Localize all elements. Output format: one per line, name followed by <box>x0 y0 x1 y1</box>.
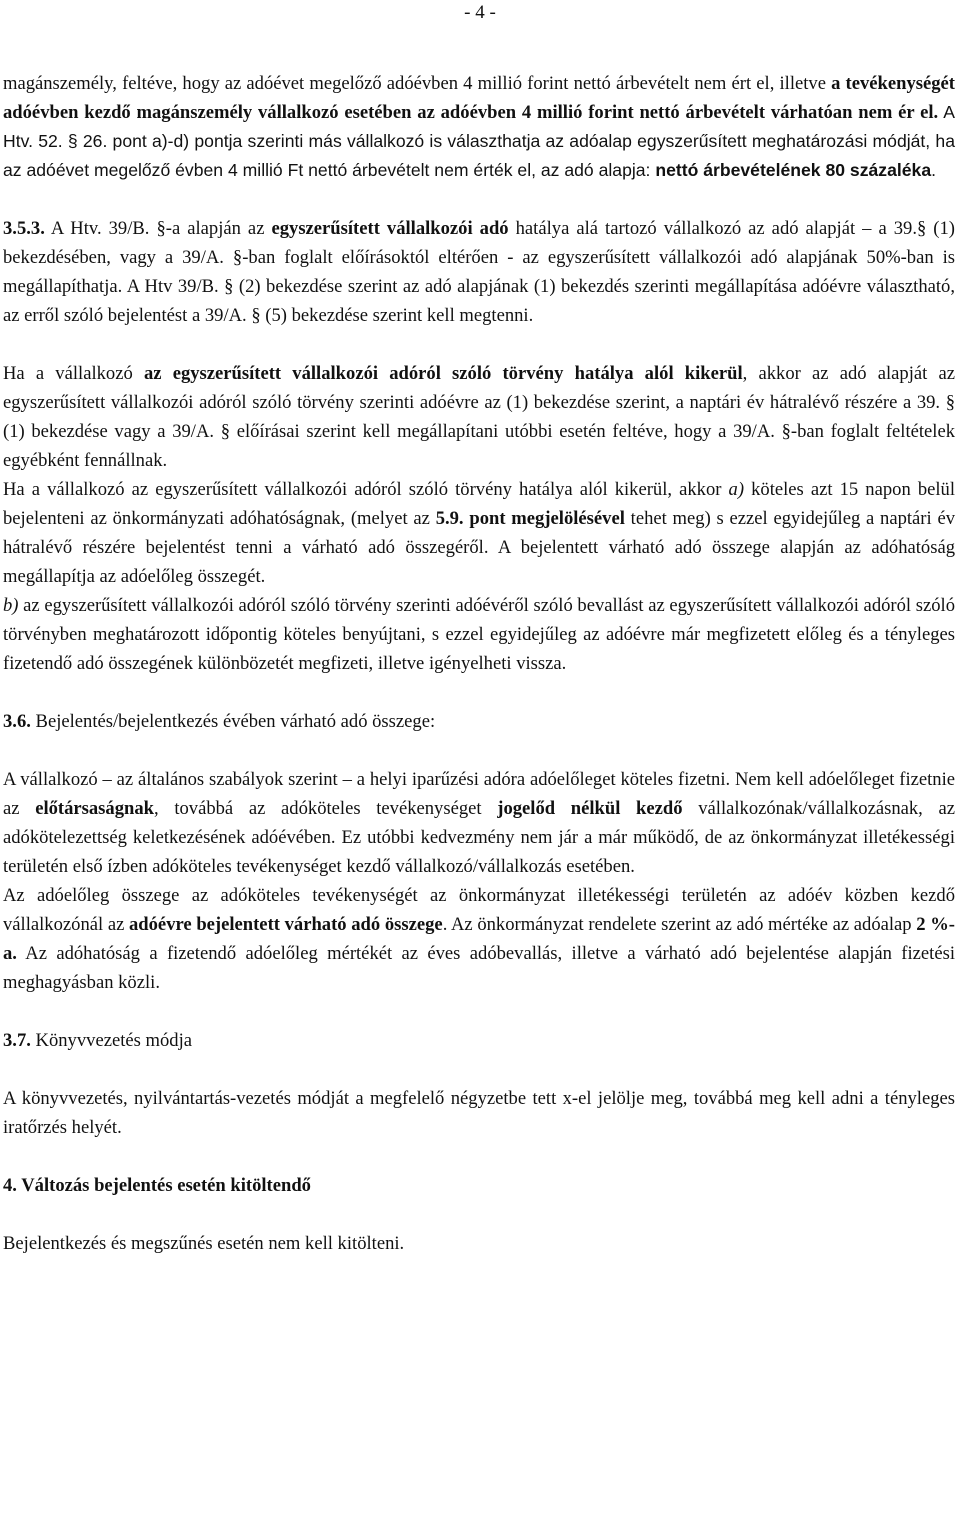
heading-4 <box>3 1171 955 1200</box>
paragraph-bookkeeping: A könyvvezetés, nyilvántartás-vezetés módját a megfelelő négyzetbe tett x-el jelölje meg, továbbá meg kell adni a tényleges iratőrzés helyét. <box>3 1088 955 1138</box>
heading-text: Bejelentés/bejelentkezés évében várható adó összege: <box>30 711 436 732</box>
heading-text: Könyvvezetés módja <box>30 1030 192 1051</box>
text-run: tehet meg) s ezzel egyidejűleg a naptári év hátralévő részére bejelentést tenni a várható adó összegéről. A bejelentett várható adó összege alapján az adóhatóság megállapítja az adóelőleg összegét. <box>3 508 955 587</box>
bold-run: 5.9. pont megjelölésével <box>435 508 625 529</box>
text-run: , akkor az adó alapját az egyszerűsített vállalkozói adóról szóló törvény szerinti adóévre az (1) bekezdése szerint, a naptári év hátralévő részére a 39. § (1) bekezdése vagy a 39/A. § előírásai szerint kell megállapítani utóbbi esetén feltéve, hogy a 39/A. §-ban foglalt feltételek egyébként fennállnak. <box>3 363 956 471</box>
paragraph-not-required: Bejelentkezés és megszűnés esetén nem kell kitölteni. <box>3 1233 405 1254</box>
text-run: Az adóelőleg összege az adóköteles tevékenységét az önkormányzat illetékességi területén az adóév közben kezdő vállalkozónál az <box>3 885 955 935</box>
paragraph-small-business-base <box>3 69 955 185</box>
item-label: a) <box>728 479 745 500</box>
paragraph-advance-exemption <box>3 765 955 881</box>
bold-run: a tevékenységét adóévben kezdő magánszemély vállalkozó esetében az adóévben 4 millió forint nettó árbevételt várhatóan nem ér el. <box>3 73 956 123</box>
text-run: hatálya alá tartozó vállalkozó az adó alapját – a 39.§ (1) bekezdésében, vagy a 39/A. §-ban foglalt előírásoktól eltérően - az egyszerűsített vállalkozói adó alapjának 50%-ban is megállapíthatja. A Htv 39/B. § (2) bekezdése szerint az adó alapjának (1) bekezdés szerinti megállapítása adóévre választható, az erről szóló bejelentést a 39/A. § (5) bekezdése szerint kell megtenni. <box>3 218 955 326</box>
section-number: 3.7. <box>3 1030 31 1051</box>
item-label: b) <box>3 595 19 616</box>
text-run: A Htv. 52. § 26. pont a)-d) pontja szerinti más vállalkozó is választhatja az adóalap egyszerűsített meghatározási módját, ha az adóévet megelőző évben 4 millió Ft nettó árbevételt nem érték el, az adó alapja: <box>3 102 955 180</box>
heading-3-7 <box>3 1026 955 1055</box>
heading-3-6 <box>3 707 955 736</box>
text-run: magánszemély, feltéve, hogy az adóévet megelőző adóévben 4 millió forint nettó árbevételt nem ért el, illetve <box>3 73 832 94</box>
text-run: . <box>931 160 937 180</box>
text-run: vállalkozónak/vállalkozásnak, az adókötelezettség keletkezésének adóévében. Ez utóbbi kedvezmény nem jár a már működő, de az önkormányzat illetékességi területén első ízben adóköteles tevékenységet kezdő vállalkozó/vállalkozás esetében. <box>3 798 955 877</box>
paragraph-advance-amount <box>3 881 955 997</box>
paragraph-exit-obligation-a <box>3 475 955 591</box>
bold-run: adóévre bejelentett várható adó összege <box>129 914 443 935</box>
page-number: - 4 - <box>464 2 496 23</box>
section-number: 3.6. <box>3 711 31 732</box>
section-number: 3.5.3. <box>3 218 45 239</box>
heading-text: 4. Változás bejelentés esetén kitöltendő <box>3 1175 311 1196</box>
text-run: . Az önkormányzat rendelete szerint az adó mértéke az adóalap <box>442 914 917 935</box>
text-run: A Htv. 39/B. §-a alapján az <box>44 218 272 239</box>
text-run: , továbbá az adóköteles tevékenységet <box>154 798 498 819</box>
bold-run: jogelőd nélkül kezdő <box>497 798 683 819</box>
bold-run: nettó árbevételének 80 százaléka <box>655 160 932 180</box>
bold-run: egyszerűsített vállalkozói adó <box>271 218 509 239</box>
bold-run: előtársaságnak <box>35 798 154 819</box>
text-run: az egyszerűsített vállalkozói adóról szóló törvény szerinti adóévéről szóló bevallást az egyszerűsített vállalkozói adóról szóló törvényben meghatározott időpontig köteles benyújtani, s ezzel egyidejűleg az adóévre már megfizetett előleg és a tényleges fizetendő adó összegének különbözetét megfizeti, illetve igényelheti vissza. <box>3 595 955 674</box>
text-run: köteles azt 15 napon belül bejelenteni az önkormányzati adóhatóságnak, (melyet az <box>3 479 956 529</box>
text-run: Ha a vállalkozó <box>3 363 144 384</box>
document-body <box>3 69 955 1258</box>
paragraph-exit-obligation-b <box>3 591 955 678</box>
text-run: Az adóhatóság a fizetendő adóelőleg mértékét az éves adóbevallás, illetve a várható adó bejelentése alapján fizetési meghagyásban közli. <box>3 943 955 993</box>
paragraph-353 <box>3 214 955 330</box>
bold-run: 2 %-a. <box>3 914 955 964</box>
text-run: A vállalkozó – az általános szabályok szerint – a helyi iparűzési adóra adóelőleget köteles fizetni. Nem kell adóelőleget fizetnie az <box>3 769 955 819</box>
bold-run: az egyszerűsített vállalkozói adóról szóló törvény hatálya alól kikerül <box>143 363 743 384</box>
paragraph-eva-exit <box>3 359 955 475</box>
text-run: Ha a vállalkozó az egyszerűsített vállalkozói adóról szóló törvény hatálya alól kikerül, akkor <box>3 479 729 500</box>
